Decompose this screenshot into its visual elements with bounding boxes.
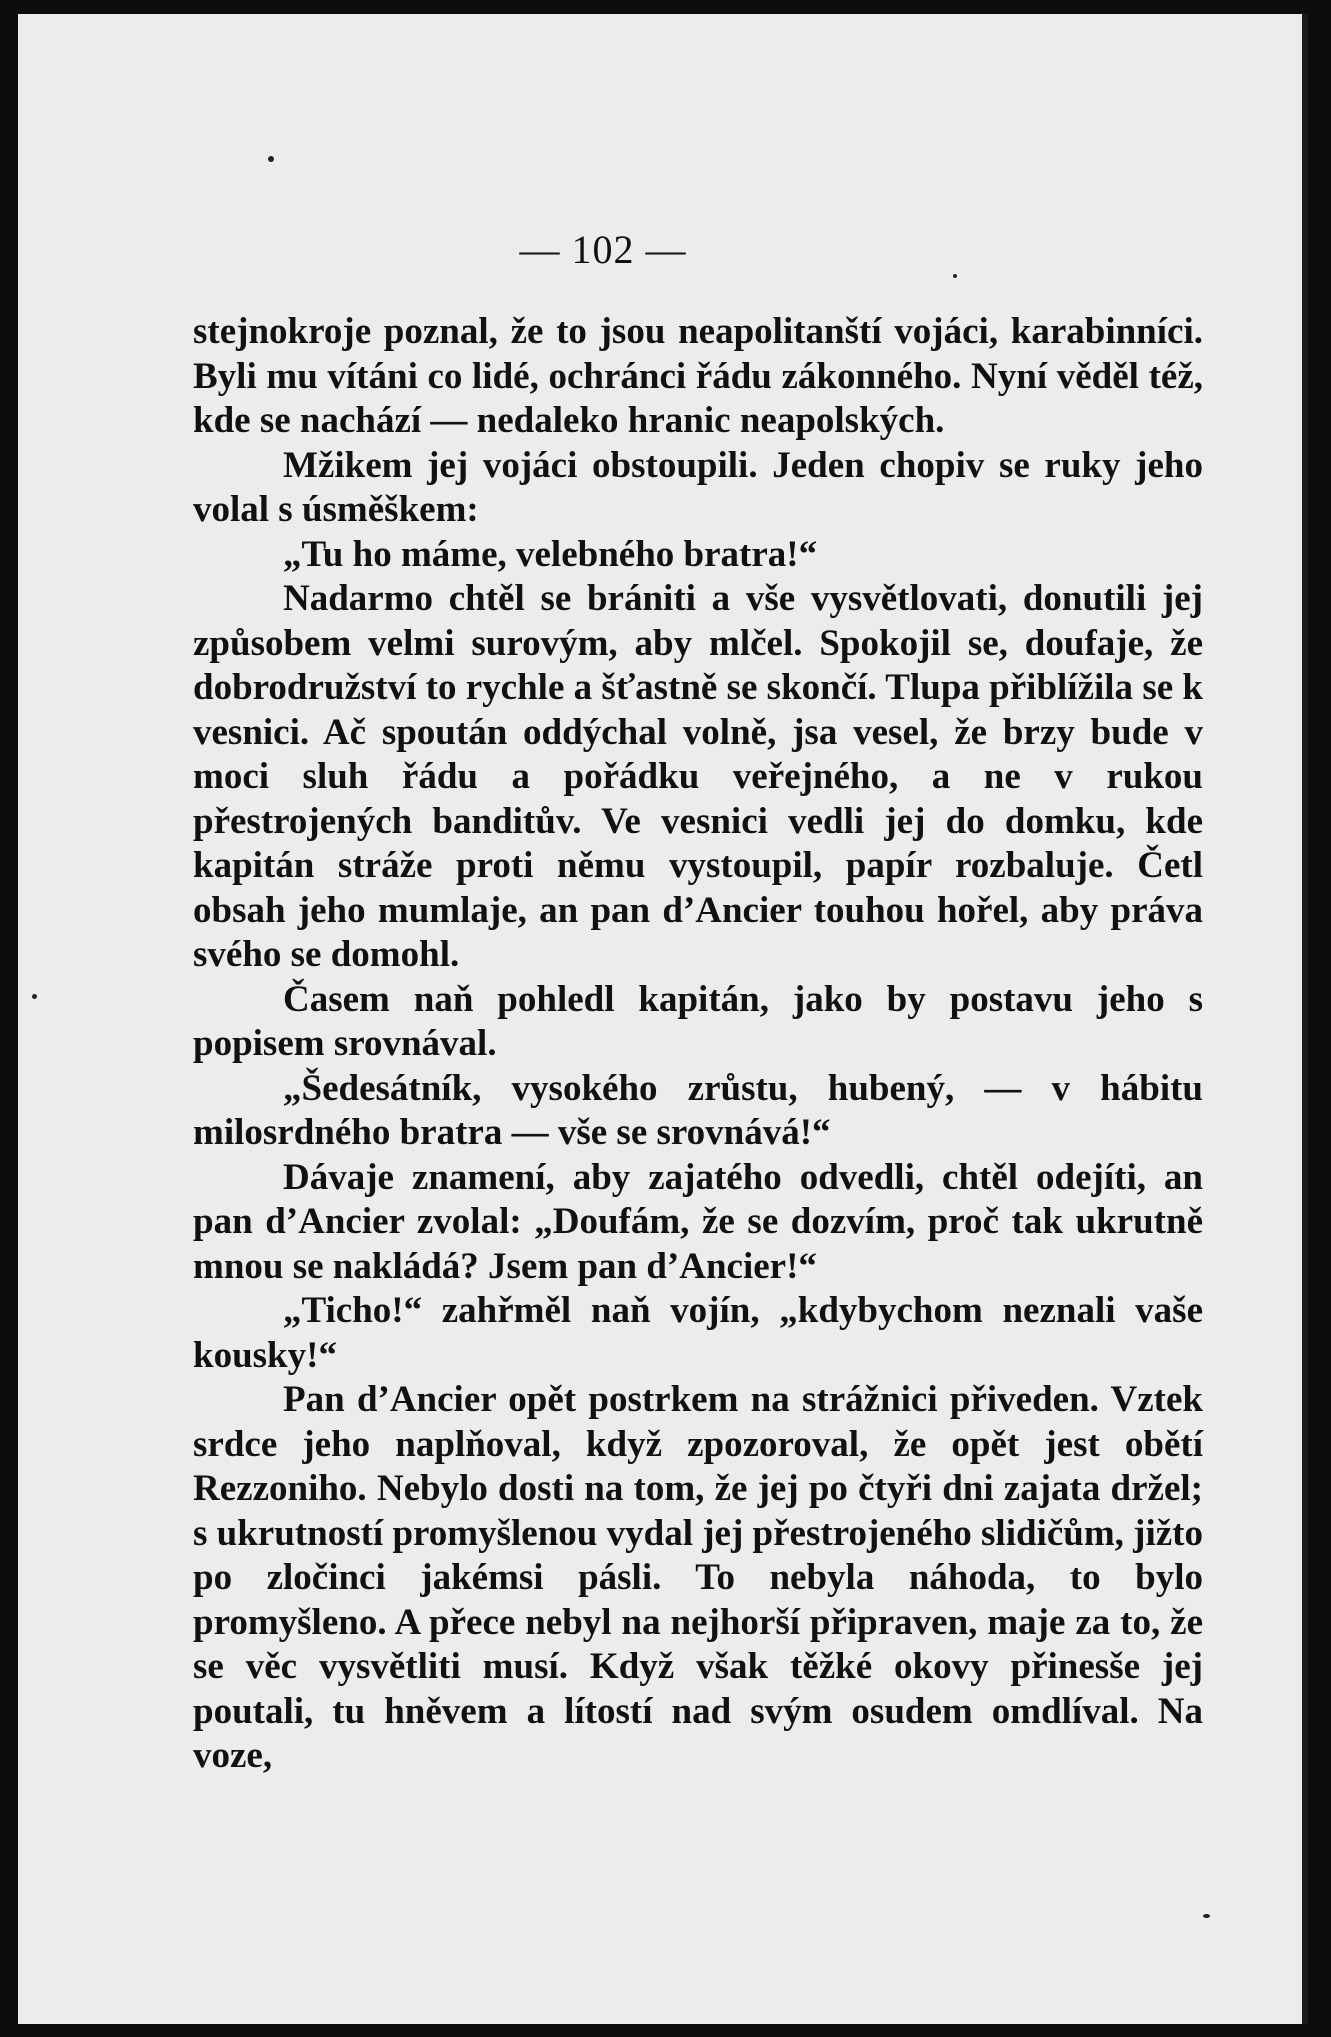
- paper-speck: [1203, 1914, 1210, 1918]
- page-number: — 102 —: [519, 227, 687, 272]
- paper-speck: [953, 274, 957, 278]
- body-text: [193, 310, 1203, 1779]
- paragraph: Mžikem jej vojáci obstoupili. Jeden chopiv se ruky jeho volal s úsměškem:: [193, 444, 1203, 530]
- paragraph: „Tu ho máme, velebného bratra!“: [283, 533, 818, 575]
- book-page: [18, 14, 1308, 2024]
- paper-speck: [32, 994, 37, 999]
- paragraph: Pan d’Ancier opět postrkem na strážnici přiveden. Vztek srdce jeho naplňoval, když zpozoroval, že opět jest obětí Rezzoniho. Nebylo dosti na tom, že jej po čtyři dni zajata držel; s ukrutností promyšlenou vydal jej přestrojeného slidičům, jižto po zločinci jakémsi pásli. To nebyla náhoda, to bylo promyšleno. A přece nebyl na nejhorší připraven, maje za to, že se věc vysvětliti musí. Když však těžké okovy přinesše jej poutali, tu hněvem a lítostí nad svým osudem omdlíval. Na voze,: [193, 1379, 1203, 1776]
- paragraph: stejnokroje poznal, že to jsou neapolitanští vojáci, karabinníci. Byli mu vítáni co lidé, ochránci řádu zákonného. Nyní věděl též, kde se nachází — nedaleko hranic neapolských.: [193, 311, 1203, 441]
- paragraph: Nadarmo chtěl se brániti a vše vysvětlovati, donutili jej způsobem velmi surovým, aby mlčel. Spokojil se, doufaje, že dobrodružství to rychle a šťastně se skončí. Tlupa přiblížila se k vesnici. Ač spoután oddýchal volně, jsa vesel, že brzy bude v moci sluh řádu a pořádku veřejného, a ne v rukou přestrojených banditův. Ve vesnici vedli jej do domku, kde kapitán stráže proti němu vystoupil, papír rozbaluje. Četl obsah jeho mumlaje, an pan d’Ancier touhou hořel, aby práva svého se domohl.: [193, 578, 1203, 975]
- paragraph: „Šedesátník, vysokého zrůstu, hubený, — v hábitu milosrdného bratra — vše se srovnává!“: [193, 1067, 1203, 1153]
- paragraph: Dávaje znamení, aby zajatého odvedli, chtěl odejíti, an pan d’Ancier zvolal: „Doufám, že se dozvím, proč tak ukrutně mnou se nakládá? Jsem pan d’Ancier!“: [193, 1156, 1203, 1287]
- paragraph: Časem naň pohledl kapitán, jako by postavu jeho s popisem srovnával.: [193, 978, 1203, 1064]
- paper-speck: [268, 156, 274, 162]
- paragraph: „Ticho!“ zahřměl naň vojín, „kdybychom neznali vaše kousky!“: [193, 1290, 1203, 1376]
